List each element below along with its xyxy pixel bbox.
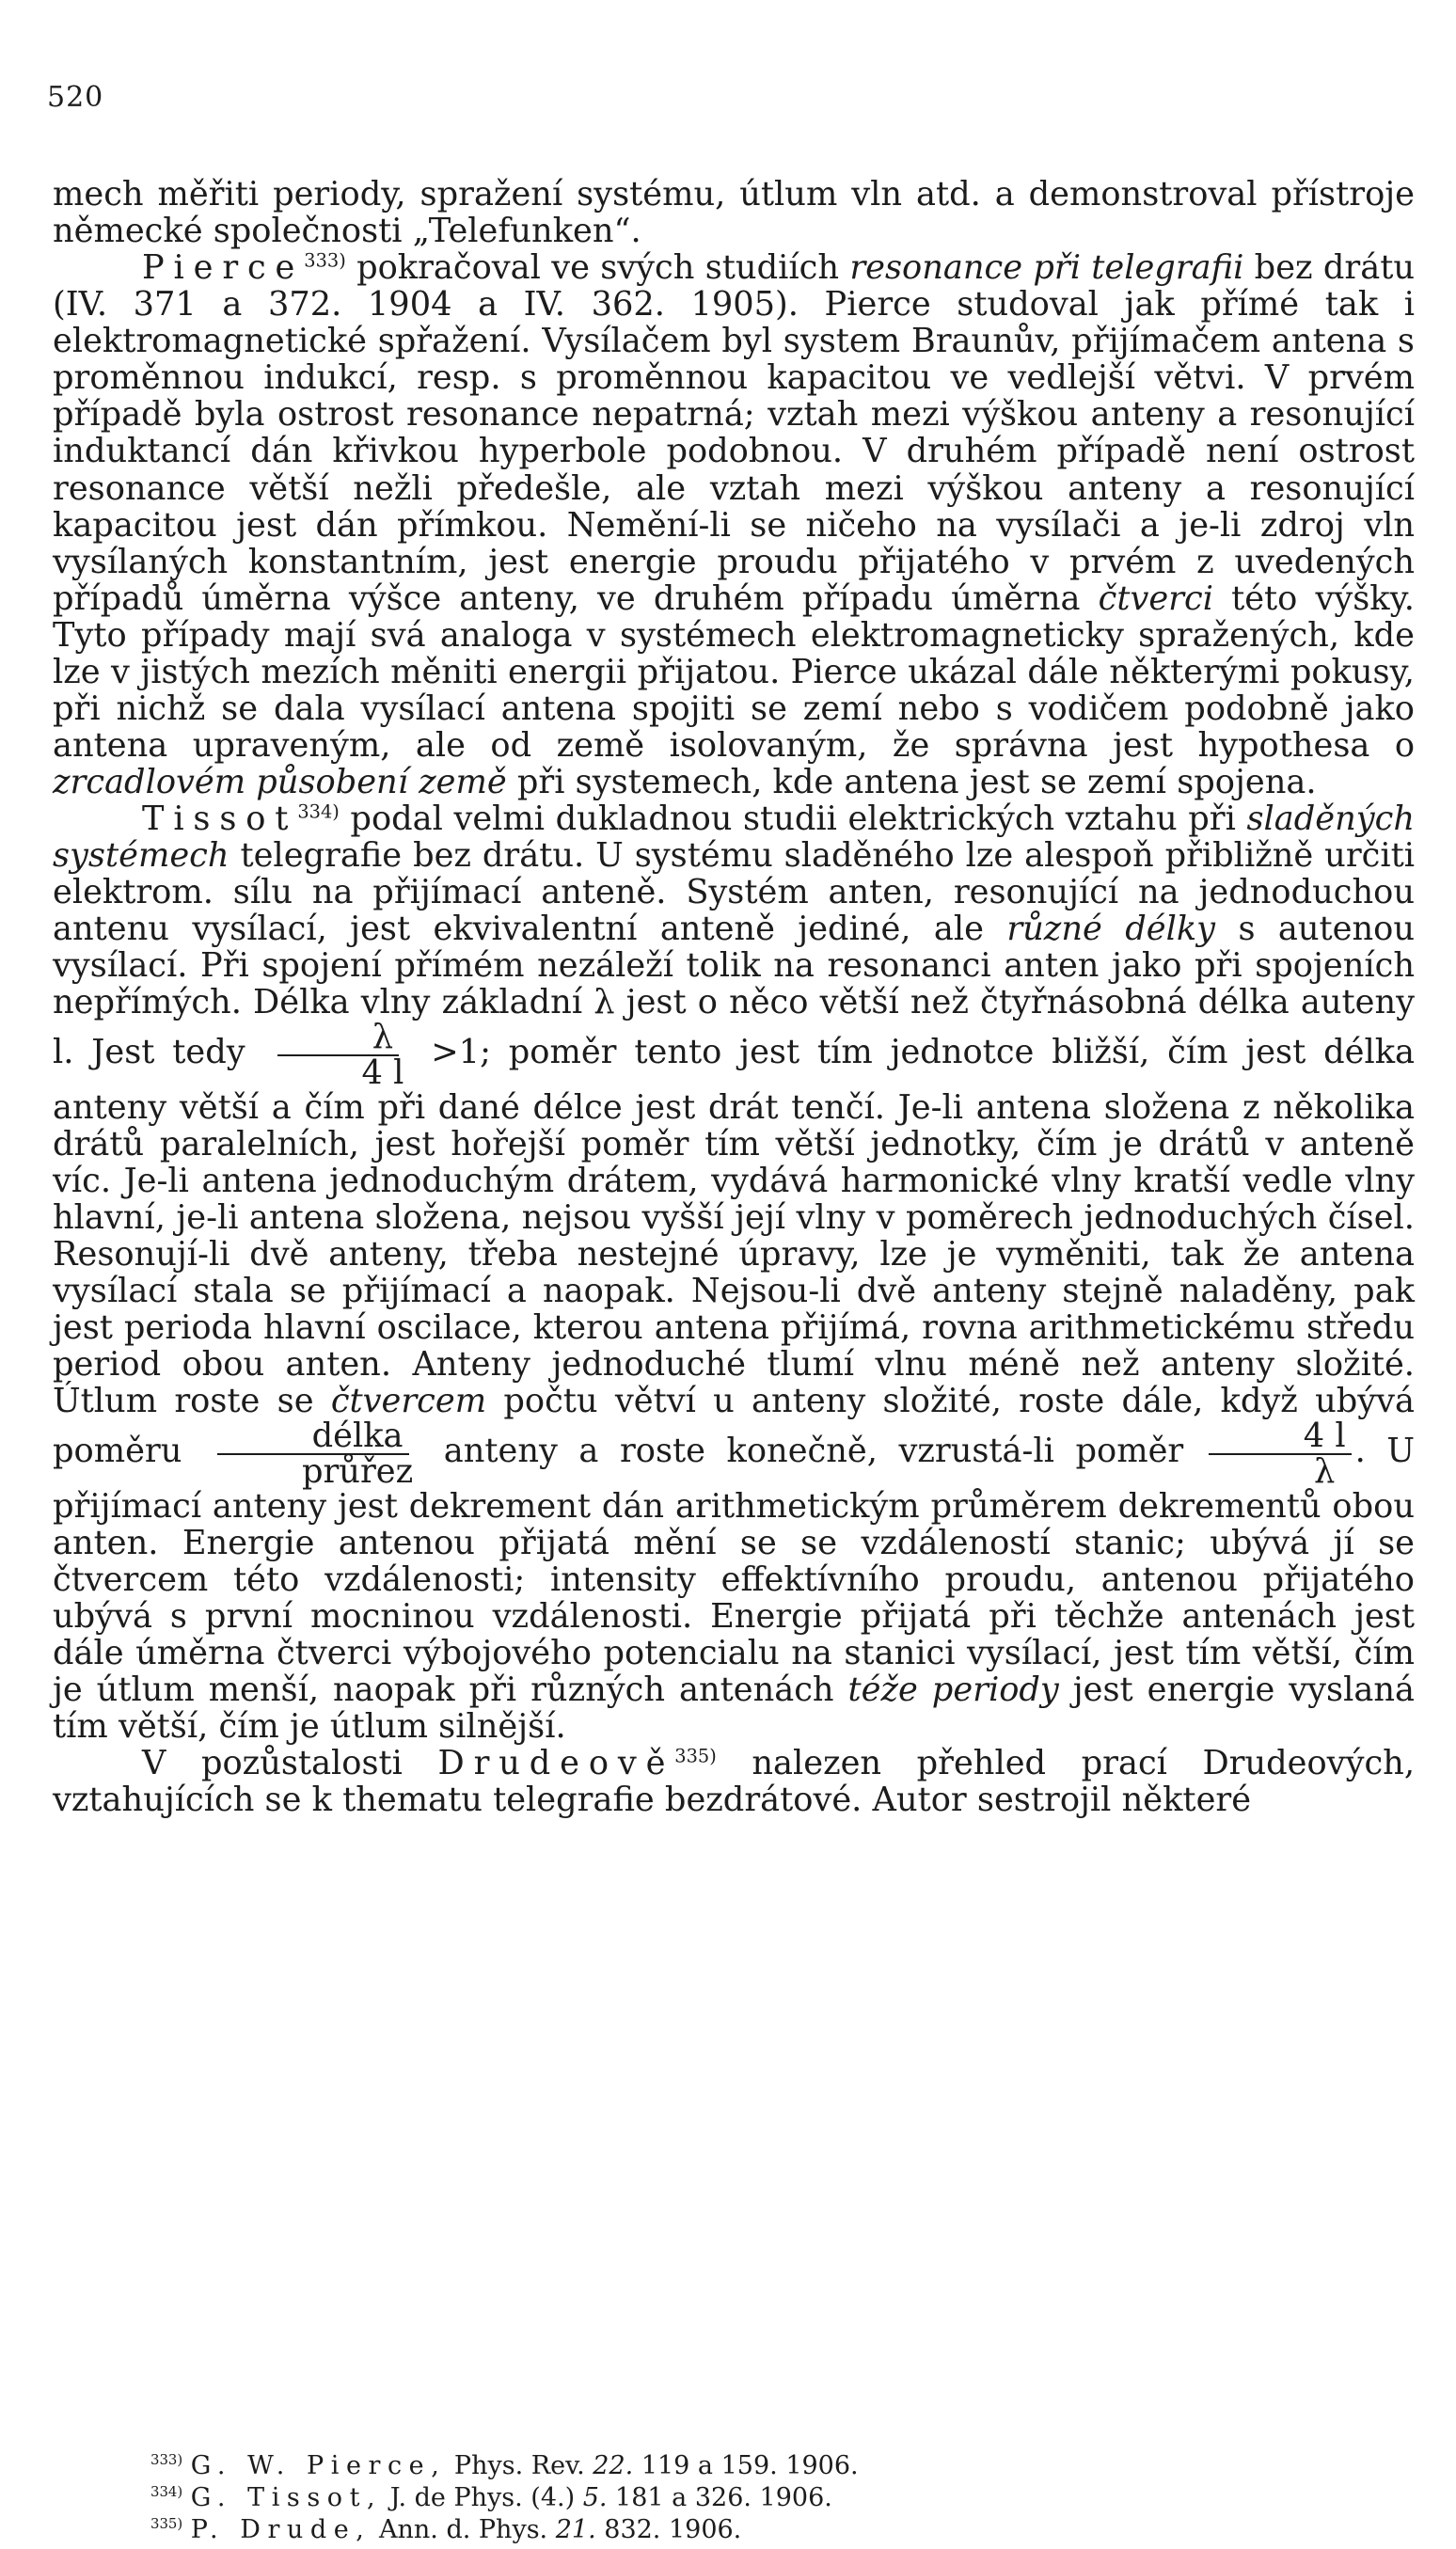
emphasis: zrcadlovém působení země: [53, 763, 507, 801]
author-name: Tissot: [142, 800, 298, 839]
footnote-author: P. Drude,: [190, 2514, 372, 2544]
footnote-pages: 119 a 159. 1906.: [633, 2451, 859, 2480]
emphasis: resonance při telegrafii: [849, 248, 1244, 288]
footnote-pages: 832. 1906.: [595, 2514, 742, 2544]
footnote-pages: 181 a 326. 1906.: [607, 2482, 832, 2512]
author-name: Drudeově: [437, 1744, 675, 1783]
emphasis: různé délky: [1006, 910, 1216, 949]
footnote-number: 333): [150, 2451, 183, 2468]
text-run: při systemech, kde antena jest se zemí spojena.: [506, 763, 1317, 801]
footnote-author: G. Tissot,: [190, 2482, 383, 2512]
text-run: . U přijímací anteny jest dekrement dán arithmetickým průměrem dekrementů obou anten. Energie antenou přijatá mění se se vzdáleností stanic; ubývá jí se čtvercem této vzdálenosti; intensity effektívního proudu, antenou přijatého ubývá s první mocninou vzdálenosti. Energie přijatá při těchže antenách jest dále úměrna čtverci výbojového potencialu na stanici vysílací, jest tím větší, čím je útlum menší, naopak při různých antenách: [53, 1432, 1416, 1710]
paragraph-1: mech měřiti periody, spražení systému, útlum vln atd. a demonstroval přístroje německé společnosti „Telefunken“.: [53, 175, 1415, 251]
fraction-denominator: 4 l: [361, 1053, 404, 1092]
emphasis: téže periody: [847, 1670, 1059, 1710]
fraction-denominator: λ: [1314, 1451, 1336, 1491]
text-run: s autenou vysílací. Při spojení přímém nezáleží tolik na resonanci anten jako při spojeních nepřímých. Délka vlny základní λ jest o něco větší než čtyřnásobná délka auteny l. Jest tedy: [53, 910, 1416, 1072]
footnote: [150, 2450, 859, 2482]
text-run: pokračoval ve svých studiích: [345, 248, 850, 288]
footnote-number: 334): [150, 2482, 183, 2500]
fraction-numerator: délka: [217, 1419, 409, 1454]
footnote-volume: 21.: [555, 2514, 596, 2544]
footnote-ref: 335): [674, 1745, 717, 1767]
text-run: této výšky. Tyto případy mají svá analoga v systémech elektromagneticky spražených, kde lze v jistých mezích měniti energii přijatou. Pierce ukázal dále některými pokusy, při nichž se dala vysílací antena spojiti se zemí nebo s vodičem podobně jako antena upraveným, ale od země isolovaným, že správna jest hypothesa o: [53, 578, 1415, 765]
footnote-volume: 5.: [582, 2482, 608, 2512]
paragraph-drude: [53, 1745, 1415, 1818]
fraction-lambda-over-4l: [267, 1018, 410, 1092]
text-run: bez drátu (IV. 371 a 372. 1904 a IV. 362. 1905). Pierce studoval jak přímé tak i elektromagnetické spřažení. Vysílačem byl system Braunův, přijímačem antena s proměnnou indukcí, resp. s proměnnou kapacitou ve vedlejší větvi. V prvém případě byla ostrost resonance nepatrná; vztah mezi výškou anteny a resonující induktancí dán křivkou hyperbole podobnou. V druhém případě není ostrost resonance větší nežli předešle, ale vztah mezi výškou anteny a resonující kapacitou jest dán přímkou. Nemění-li se ničeho na vysílači a je-li zdroj vln vysílaných konstantním, jest energie proudu přijatého v prvém z uvedených případů úměrna výšce anteny, ve druhém případu úměrna: [53, 248, 1415, 618]
page-number: 520: [47, 81, 104, 114]
fraction-4l-over-lambda: [1209, 1417, 1352, 1491]
author-name: Pierce: [142, 248, 305, 288]
footnote-source: J. de Phys. (4.): [382, 2482, 583, 2512]
footnote-source: Phys. Rev.: [446, 2451, 593, 2480]
text-run: nalezen přehled prací Drudeových, vztahujících se k thematu telegrafie bezdrátové. Autor sestrojil některé: [53, 1744, 1415, 1820]
footnotes: [150, 2450, 859, 2545]
footnote-number: 335): [150, 2514, 183, 2532]
footnote-volume: 22.: [593, 2451, 634, 2480]
emphasis: čtvercem: [330, 1382, 487, 1421]
body-text: [53, 176, 1415, 1818]
text-run: podal velmi dukladnou studii elektrických vztahu při: [339, 800, 1247, 839]
footnote: [150, 2514, 859, 2546]
fraction-delka-prurez: [207, 1417, 419, 1491]
footnote-author: G. W. Pierce,: [190, 2451, 447, 2480]
text-run: V pozůstalosti: [142, 1744, 438, 1783]
text-run: telegrafie bez drátu. U systému sladěného lze alespoň přibližně určiti elektrom. sílu na přijímací anteně. Systém anten, resonující na jednoduchou antenu vysílací, jest ekvivalentní anteně jediné, ale: [53, 836, 1415, 949]
fraction-numerator: λ: [277, 1021, 399, 1055]
fraction-denominator: průřez: [301, 1451, 414, 1491]
paragraph-tissot: [53, 800, 1415, 1745]
footnote: [150, 2482, 859, 2514]
footnote-ref: 333): [304, 249, 346, 272]
text-run: anteny a roste konečně, vzrustá-li poměr: [422, 1432, 1205, 1471]
paragraph-pierce: [53, 249, 1415, 800]
text-run: počtu větví u anteny složité, roste dále, když ubývá poměru: [53, 1382, 1415, 1471]
emphasis: čtverci: [1098, 578, 1213, 618]
footnote-source: Ann. d. Phys.: [371, 2514, 556, 2544]
text-run: jest energie vyslaná tím větší, čím je útlum silnější.: [53, 1670, 1415, 1747]
footnote-ref: 334): [297, 800, 340, 823]
text-run: >1; poměr tento jest tím jednotce bližší, čím jest délka anteny větší a čím při dané délce jest drát tenčí. Je-li antena složena z několika drátů paralelních, jest hořejší poměr tím větší jednotky, čím je drátů v anteně víc. Je-li antena jednoduchým drátem, vydává harmonické vlny kratší vedle vlny hlavní, je-li antena složena, nejsou vyšší její vlny v poměrech jednoduchých čísel. Resonují-li dvě anteny, třeba nestejné úpravy, lze je vyměniti, tak že antena vysílací stala se přijímací a naopak. Nejsou-li dvě anteny stejně naladěny, pak jest perioda hlavní oscilace, kterou antena přijímá, rovna arithmetickému středu period obou anten. Anteny jednoduché tlumí vlnu méně než anteny složité. Útlum roste se: [53, 1033, 1415, 1421]
emphasis: sladěných systémech: [53, 800, 1415, 876]
fraction-numerator: 4 l: [1209, 1419, 1352, 1454]
